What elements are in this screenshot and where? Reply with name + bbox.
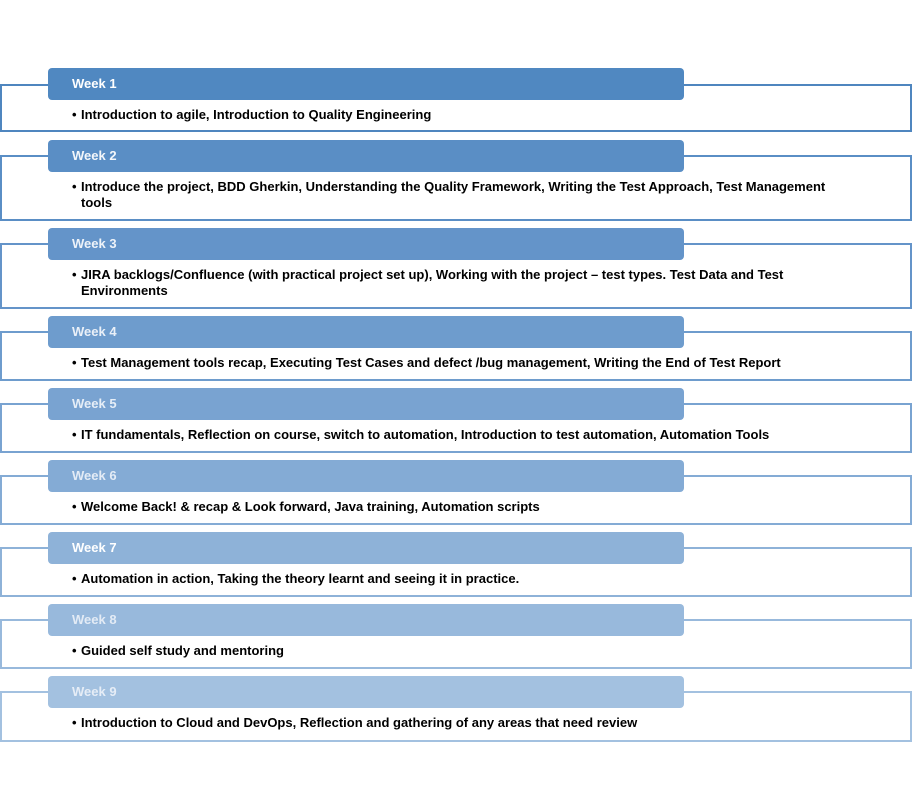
week-3-text: JIRA backlogs/Confluence (with practical project set up), Working with the project – test types. Test Data and Test Environments [81,267,784,298]
week-1-item [0,68,915,134]
bullet-dot: • [72,179,77,194]
week-7-item [0,532,915,598]
week-9-item [0,676,915,742]
week-8-text: Guided self study and mentoring [81,643,284,658]
week-1-header [48,68,684,100]
week-5-label: Week 5 [72,396,117,411]
week-9-label: Week 9 [72,684,117,699]
bullet-dot: • [72,427,77,442]
week-7-bullet [72,571,832,587]
week-2-label: Week 2 [72,148,117,163]
bullet-dot: • [72,571,77,586]
week-9-bullet [72,715,832,731]
week-3-item [0,228,915,310]
week-8-header [48,604,684,636]
week-6-header [48,460,684,492]
week-2-header [48,140,684,172]
week-3-bullet [72,267,832,299]
week-1-bullet [72,107,832,123]
bullet-dot: • [72,715,77,730]
bullet-dot: • [72,107,77,122]
week-4-header [48,316,684,348]
week-3-header [48,228,684,260]
bullet-dot: • [72,643,77,658]
week-5-text: IT fundamentals, Reflection on course, switch to automation, Introduction to test automation, Automation Tools [81,427,770,442]
week-8-label: Week 8 [72,612,117,627]
bullet-dot: • [72,499,77,514]
week-1-text: Introduction to agile, Introduction to Quality Engineering [81,107,432,122]
week-4-text: Test Management tools recap, Executing Test Cases and defect /bug management, Writing the End of Test Report [81,355,781,370]
week-2-bullet [72,179,832,211]
week-7-header [48,532,684,564]
week-6-bullet [72,499,832,515]
week-7-text: Automation in action, Taking the theory learnt and seeing it in practice. [81,571,520,586]
bullet-dot: • [72,355,77,370]
week-8-bullet [72,643,832,659]
week-3-label: Week 3 [72,236,117,251]
week-6-text: Welcome Back! & recap & Look forward, Java training, Automation scripts [81,499,540,514]
week-5-header [48,388,684,420]
week-9-header [48,676,684,708]
week-2-text: Introduce the project, BDD Gherkin, Understanding the Quality Framework, Writing the Test Approach, Test Management tools [81,179,826,210]
week-9-text: Introduction to Cloud and DevOps, Reflection and gathering of any areas that need review [81,715,638,730]
week-8-item [0,604,915,670]
week-5-bullet [72,427,832,443]
week-1-label: Week 1 [72,76,117,91]
week-7-label: Week 7 [72,540,117,555]
bullet-dot: • [72,267,77,282]
week-4-bullet [72,355,832,371]
week-2-item [0,140,915,222]
week-6-item [0,460,915,526]
week-6-label: Week 6 [72,468,117,483]
week-4-item [0,316,915,382]
week-5-item [0,388,915,454]
week-4-label: Week 4 [72,324,117,339]
